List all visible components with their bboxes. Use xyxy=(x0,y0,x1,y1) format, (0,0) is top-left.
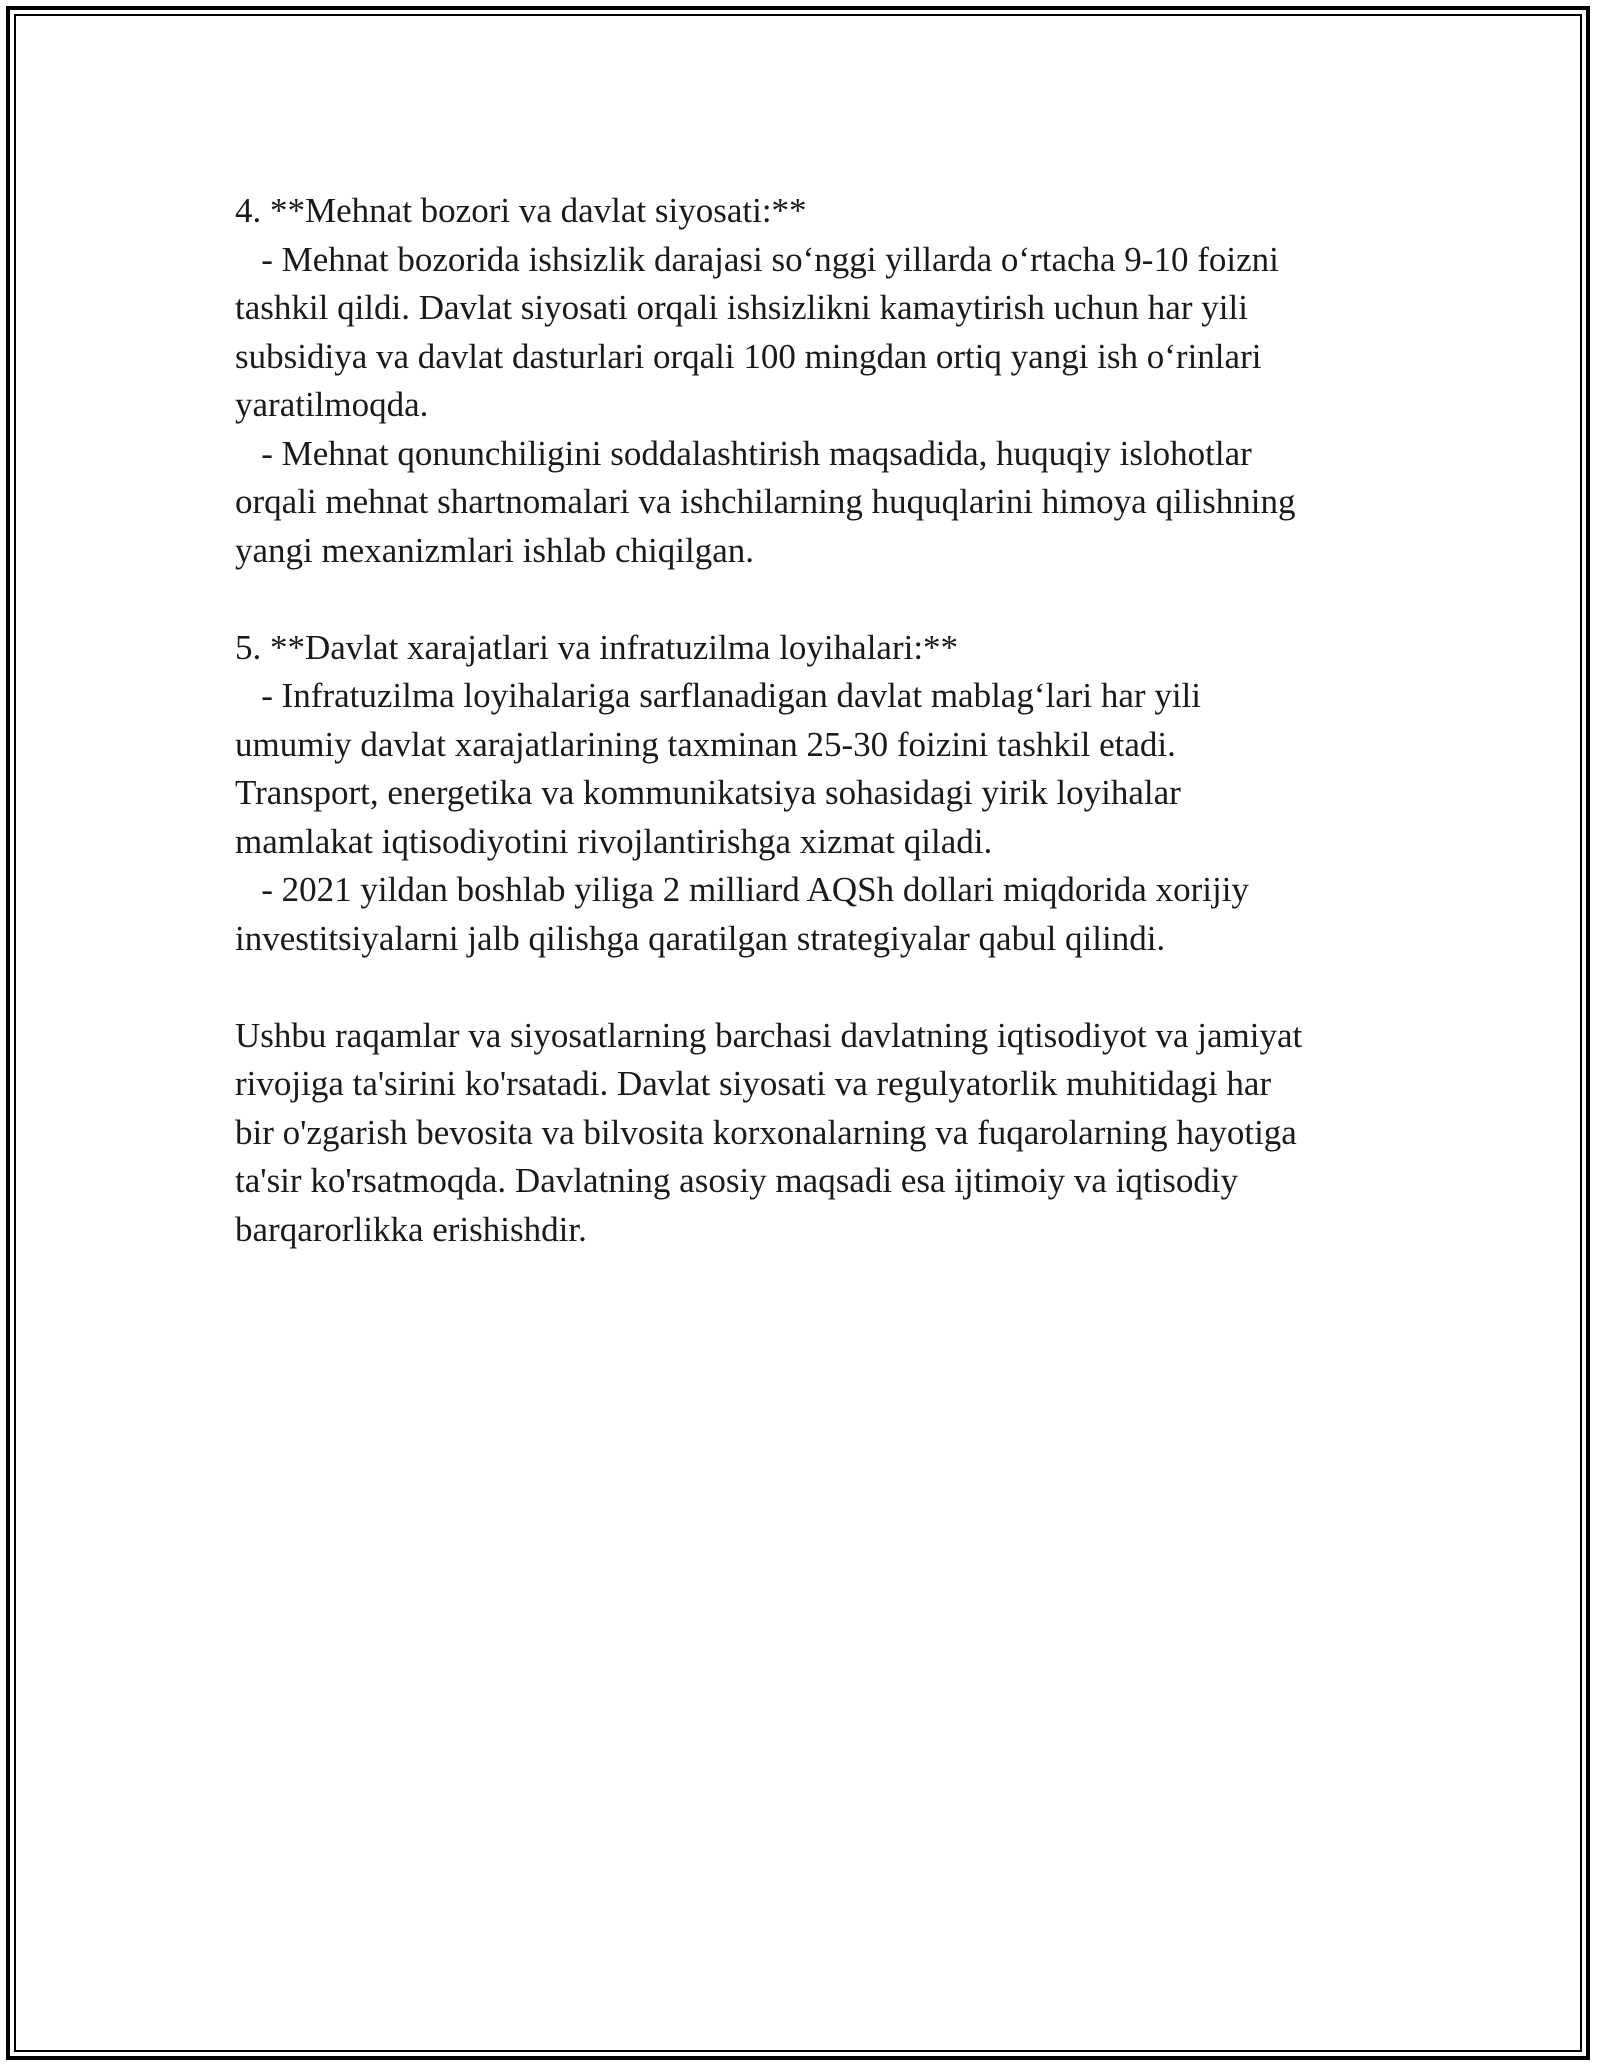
conclusion-line: rivojiga ta'sirini ko'rsatadi. Davlat siyosati va regulyatorlik muhitidagi har xyxy=(235,1064,1272,1103)
section-4-line: yangi mexanizmlari ishlab chiqilgan. xyxy=(235,530,755,570)
section-4-line: orqali mehnat shartnomalari va ishchilarning huquqlarini himoya qilishning xyxy=(235,482,1296,521)
document-body xyxy=(235,187,1415,1254)
section-5-line: mamlakat iqtisodiyotini rivojlantirishga xizmat qiladi. xyxy=(235,821,993,861)
section-5-line: umumiy davlat xarajatlarining taxminan 25-30 foizini tashkil etadi. xyxy=(235,724,1176,764)
conclusion-line: barqarorlikka erishishdir. xyxy=(235,1209,587,1249)
section-5-line: investitsiyalarni jalb qilishga qaratilgan strategiyalar qabul qilindi. xyxy=(235,918,1166,958)
section-4-line: - Mehnat qonunchiligini soddalashtirish maqsadida, huquqiy islohotlar xyxy=(235,433,1252,473)
paragraph-gap xyxy=(235,963,1415,1012)
section-5-heading: 5. **Davlat xarajatlari va infratuzilma loyihalari:** xyxy=(235,627,959,667)
section-4-line: tashkil qildi. Davlat siyosati orqali ishsizlikni kamaytirish uchun har yili xyxy=(235,288,1248,327)
section-4-line: yaratilmoqda. xyxy=(235,385,429,424)
paragraph-gap xyxy=(235,575,1415,624)
conclusion-line: bir o'zgarish bevosita va bilvosita korxonalarning va fuqarolarning hayotiga xyxy=(235,1112,1297,1152)
conclusion-line: ta'sir ko'rsatmoqda. Davlatning asosiy maqsadi esa ijtimoiy va iqtisodiy xyxy=(235,1161,1239,1200)
section-4-heading: 4. **Mehnat bozori va davlat siyosati:** xyxy=(235,191,807,230)
section-5-line: - Infratuzilma loyihalariga sarflanadigan davlat mablag‘lari har yili xyxy=(235,676,1201,715)
conclusion-line: Ushbu raqamlar va siyosatlarning barchasi davlatning iqtisodiyot va jamiyat xyxy=(235,1015,1303,1055)
section-5-line: - 2021 yildan boshlab yiliga 2 milliard AQSh dollari miqdorida xorijiy xyxy=(235,870,1249,909)
section-5-line: Transport, energetika va kommunikatsiya sohasidagi yirik loyihalar xyxy=(235,773,1181,812)
section-4-line: subsidiya va davlat dasturlari orqali 100 mingdan ortiq yangi ish o‘rinlari xyxy=(235,336,1262,376)
section-4-line: - Mehnat bozorida ishsizlik darajasi so‘nggi yillarda o‘rtacha 9-10 foizni xyxy=(235,239,1279,279)
